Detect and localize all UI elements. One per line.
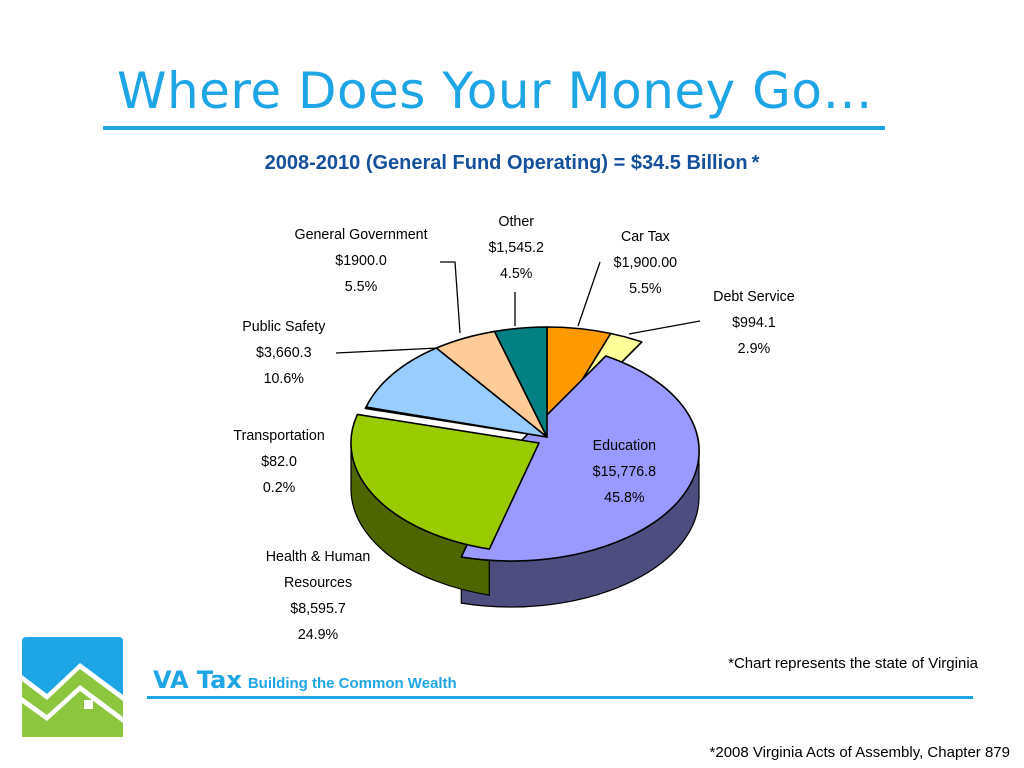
slide-title: Where Does Your Money Go… [117,62,873,120]
slice-label-name: Debt Service [713,288,795,305]
slice-label-amount: $1,545.2 [488,239,544,256]
slice-label-name: Car Tax [620,228,670,245]
footnote: *2008 Virginia Acts of Assembly, Chapter 879 [709,744,1010,761]
brand-name: VA Tax [153,666,242,694]
brand [153,666,457,694]
slice-label-name: Other [498,213,535,230]
subtitle-text: 2008-2010 (General Fund Operating) = $34.5 Billion [264,152,748,174]
slice-label-name: General Government [294,226,428,243]
slice-label-name: Resources [283,574,353,591]
slice-label [713,284,795,362]
slice-label-percent: 10.6% [263,370,304,387]
footer-divider [147,696,973,699]
brand-tagline: Building the Common Wealth [247,675,457,692]
leader-line [578,262,600,326]
slice-label-percent: 5.5% [344,278,378,295]
slice-label-percent: 24.9% [297,626,339,643]
slice-label-amount: $1900.0 [335,252,387,269]
slice-label-percent: 5.5% [628,280,662,297]
slice-label-name: Transportation [233,427,325,444]
slice-label-name: Health & Human [265,548,371,565]
leader-line [629,321,700,334]
va-tax-logo [22,637,124,737]
slice-label-name: Education [592,437,656,454]
slice-label-amount: $1,900.00 [613,254,677,271]
slice-label-name: Public Safety [242,318,326,335]
slice-label [266,544,371,648]
leader-line [440,262,460,333]
slice-label [233,423,324,501]
slice-label [242,314,325,392]
slice-label-amount: $8,595.7 [290,600,346,617]
slice-label [592,433,655,511]
slice-label-amount: $82.0 [261,453,297,470]
slice-label [613,224,676,302]
slice-label-amount: $3,660.3 [256,344,312,361]
leader-line [336,348,438,353]
subtitle-marker: * [751,152,760,174]
slice-label-percent: 0.2% [262,479,296,496]
slice-label-percent: 4.5% [499,265,533,282]
slice-label-amount: $994.1 [732,314,776,331]
slice-label [295,222,428,300]
slice-label-percent: 45.8% [603,489,645,506]
slice-label-percent: 2.9% [737,340,771,357]
slice-label [488,209,543,287]
chart-note: *Chart represents the state of Virginia [728,655,978,672]
slice-label-amount: $15,776.8 [592,463,656,480]
